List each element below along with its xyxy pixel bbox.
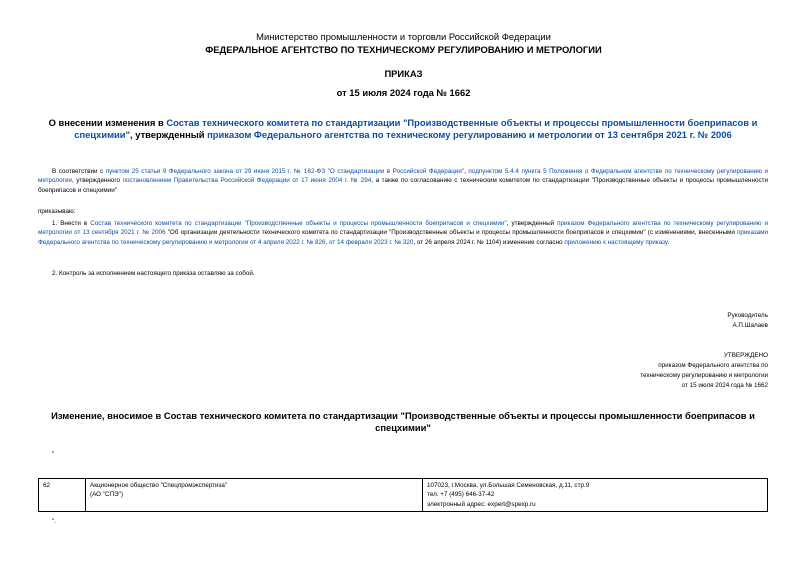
order-item-1 [38,219,768,247]
order-word: приказываю: [38,208,76,215]
address: 107023, г.Москва, ул.Большая Семеновская, д.11, стр.9 [427,482,590,489]
preamble-text: , утвержденного [71,177,123,185]
item-text: "Об организации деятельности технического комитета по стандартизации "Производственные объекты и процессы промышленности боеприпасов и спецхимии" [165,229,646,237]
preamble-text: В соответствии с [52,168,106,175]
approved-line: техническому регулированию и метрологии [640,372,768,379]
federal-law-link[interactable]: пунктом 25 статьи 9 Федерального закона от 29 июня 2015 г. № 162-ФЗ "О стандартизации в Российской Федерации" [105,168,465,175]
item-text: 1. Внести в [52,220,91,227]
committee-member-table [38,478,768,512]
organization-short-name: (АО "СПЭ") [90,491,123,499]
preamble-text: , [464,168,469,175]
appendix-link[interactable]: приложению к настоящему приказу [564,238,668,246]
phone: тел. +7 (495) 646-37-42 [427,491,495,499]
item-text: , утвержденный [506,220,558,227]
organization-name: Акционерное общество "Спецпромэкспертиза" [90,482,228,489]
approved-line: приказом Федерального агентства по [658,362,768,369]
item-text: , от 26 апреля 2024 г. № 1104) изменение согласно [413,238,565,246]
preamble-text: , а также по согласованию с техническим комитетом по стандартизации "Производственные объекты и процессы промышленности боеприпасов и спецхимии" [38,177,768,194]
member-number: 62 [39,479,86,512]
amending-orders-link[interactable]: приказами Федерального агентства по техническому регулированию и метрологии от 4 апреля 2022 г. № 826, от 14 февраля 2023 г. № 320 [38,229,768,246]
table-row [39,479,768,512]
change-title: Изменение, вносимое в Состав технического комитета по стандартизации "Производственные объекты и процессы промышленности боеприпасов и спецхимии" [51,410,755,433]
item-text: (с изменениями, внесенными [645,229,737,237]
committee-composition-link[interactable]: Состав технического комитета по стандартизации "Производственные объекты и процессы промышленности боеприпасов и спецхимии" [90,220,507,227]
document-date-number: от 15 июля 2024 года № 1662 [336,87,471,98]
quote-marker-close: ". [52,518,56,525]
subject-text: О внесении изменения в [48,117,167,128]
signatory-title: Руководитель [727,312,768,319]
item-text: . [667,238,670,246]
government-decree-link[interactable]: постановлением Правительства Российской Федерации от 17 июня 2004 г. № 294 [122,177,372,185]
document-type: ПРИКАЗ [384,68,423,79]
approved-line: от 15 июля 2024 года № 1662 [681,382,768,389]
agency-name: ФЕДЕРАЛЬНОЕ АГЕНТСТВО ПО ТЕХНИЧЕСКОМУ РЕГУЛИРОВАНИЮ И МЕТРОЛОГИИ [205,44,602,55]
member-contacts [423,479,768,512]
preamble-paragraph [38,167,768,195]
document-subject [38,117,768,140]
ministry-name: Министерство промышленности и торговли Российской Федерации [256,31,551,42]
signatory-name: А.П.Шалаев [732,322,768,329]
order-2006-link[interactable]: приказом Федерального агентства по техническому регулированию и метрологии от 13 сентября 2021 г. № 2006 [38,220,768,237]
approved-label: УТВЕРЖДЕНО [723,352,768,359]
order-2006-link[interactable]: приказом Федерального агентства по техническому регулированию и метрологии от 13 сентября 2021 г. № 2006 [207,128,732,140]
member-organization [86,479,423,512]
quote-marker-open: " [52,451,55,458]
regulation-link[interactable]: подпунктом 5.4.4 пункта 5 Положения о Федеральном агентстве по техническому регулированию и метрологии [38,168,769,185]
order-item-2: 2. Контроль за исполнением настоящего приказа оставляю за собой. [52,270,255,277]
email: электронный адрес: expert@spexp.ru [427,500,536,508]
subject-text: , утвержденный [130,128,208,140]
committee-composition-link[interactable]: Состав технического комитета по стандартизации "Производственные объекты и процессы промышленности боеприпасов и спецхимии" [74,117,758,140]
